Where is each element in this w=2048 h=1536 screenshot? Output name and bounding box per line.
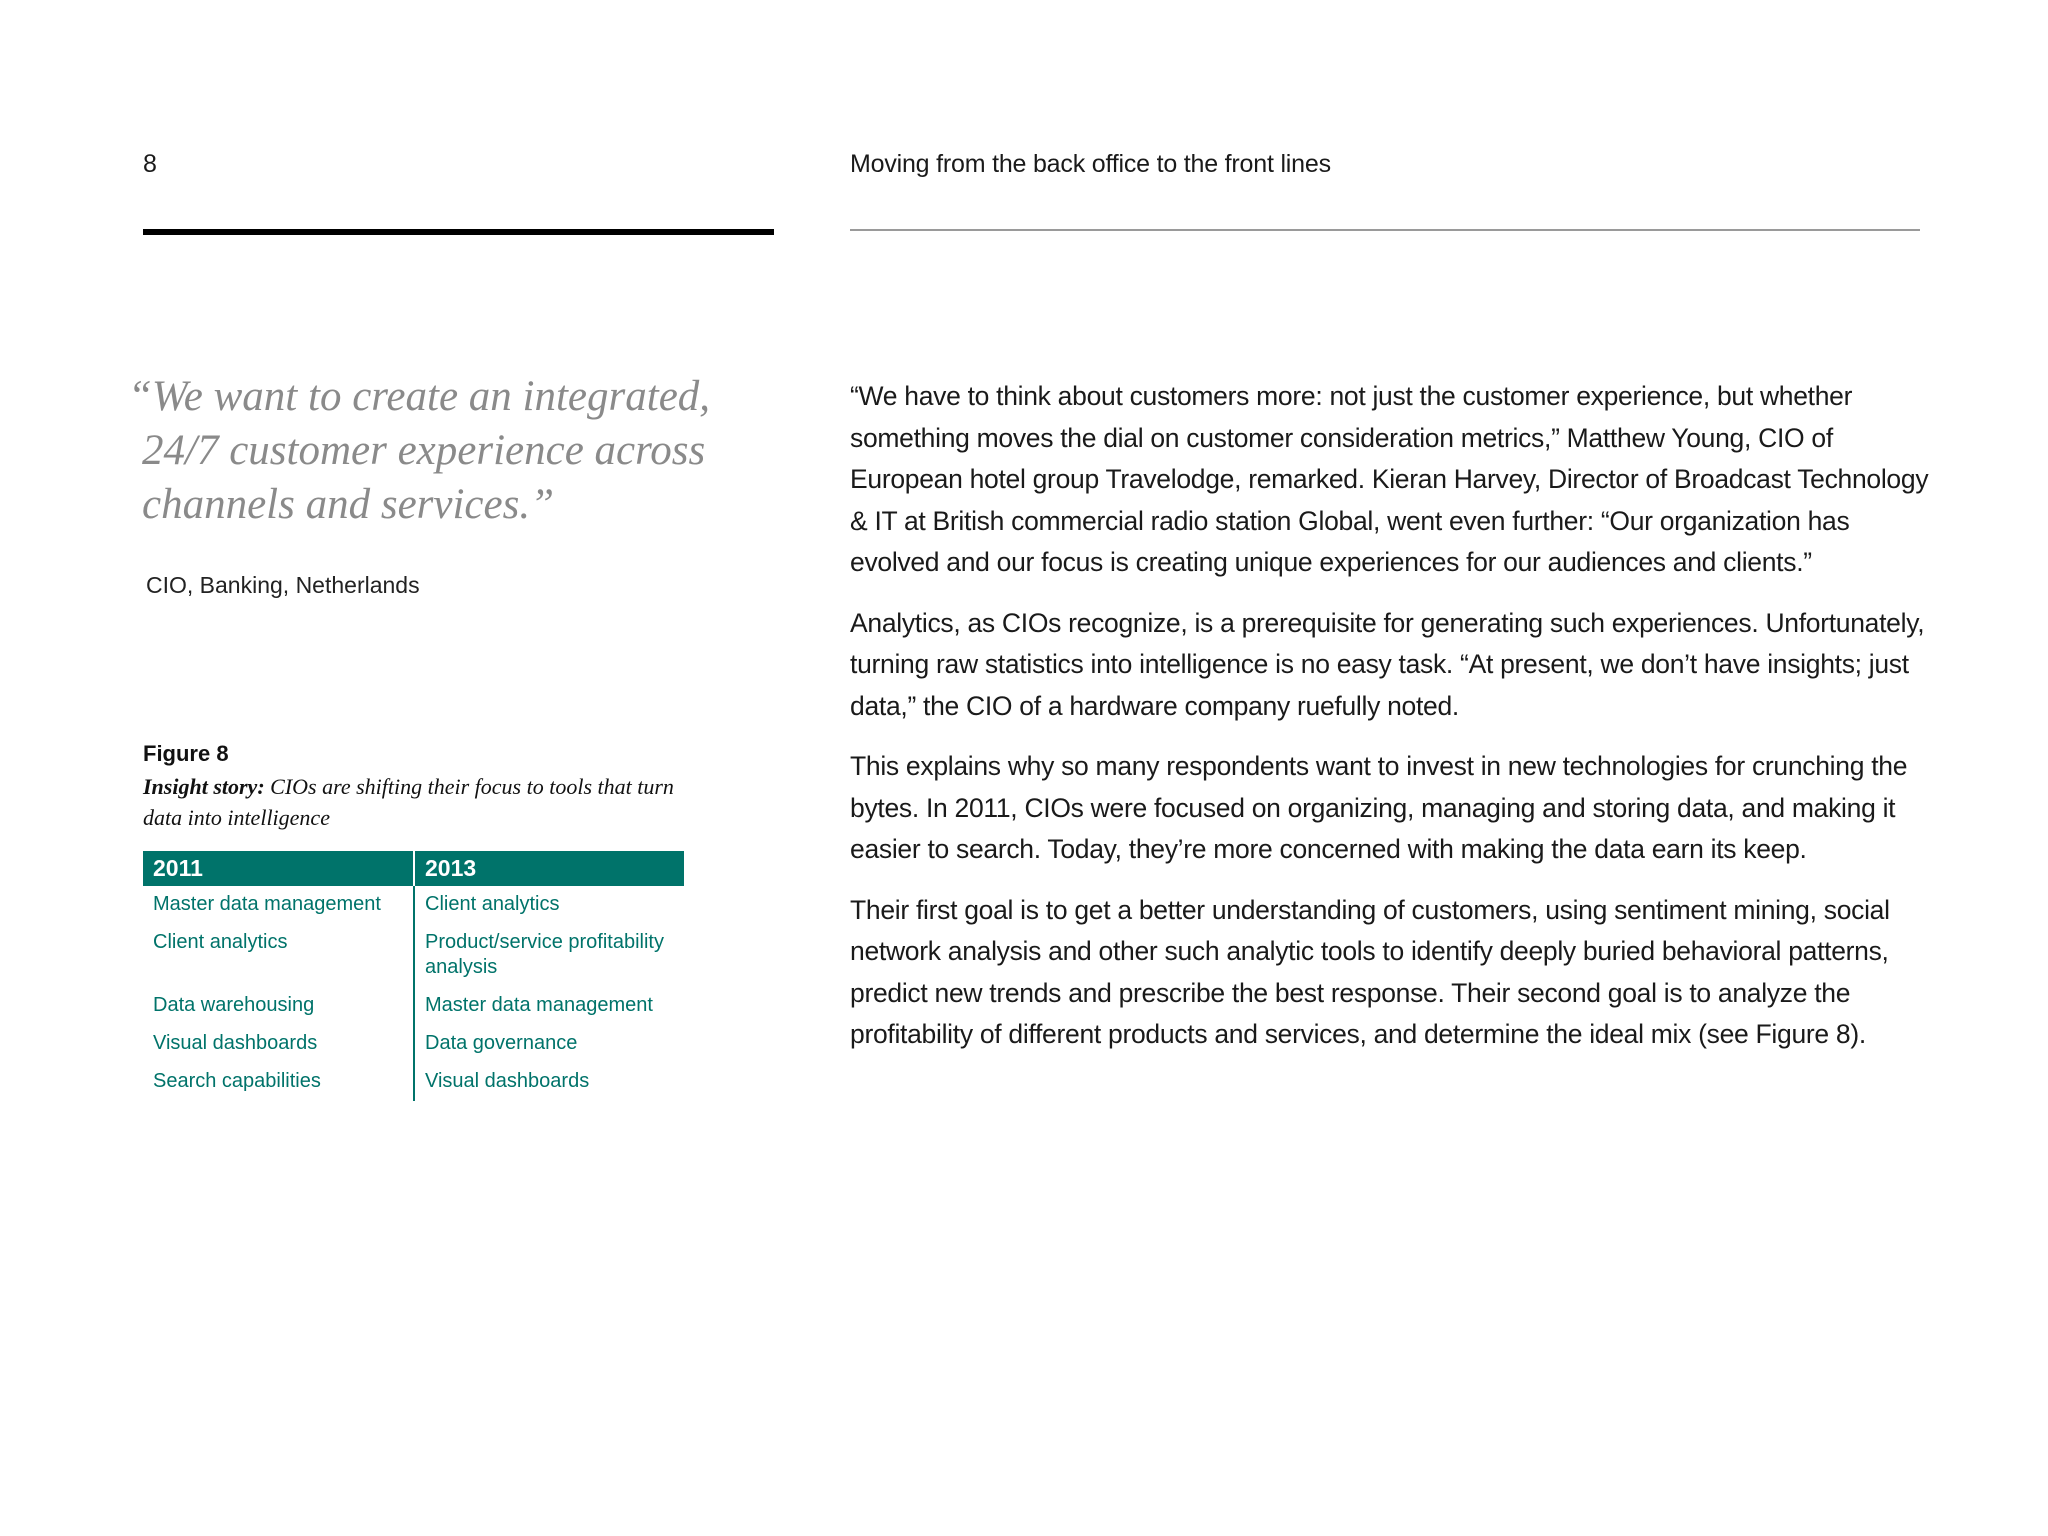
table-cell: Data governance <box>425 1032 578 1054</box>
running-head: Moving from the back office to the front lines <box>850 150 1331 178</box>
column-header-2013: 2013 <box>414 851 684 886</box>
figure-table <box>143 851 684 1101</box>
table-header-row <box>143 851 684 886</box>
figure-label: Figure 8 <box>143 741 229 766</box>
body-paragraph: Analytics, as CIOs recognize, is a prerequisite for generating such experiences. Unfortunately, turning raw statistics into intelligence is no easy task. “At present, we don’t have insights; just data,” the CIO of a hardware company ruefully noted. <box>850 607 1925 721</box>
pull-quote: “We want to create an integrated, 24/7 customer experience across channels and services.” <box>128 373 711 528</box>
page-number: 8 <box>143 150 157 178</box>
table-cell: Client analytics <box>425 893 560 915</box>
table-row <box>143 1025 684 1063</box>
table-cell: Client analytics <box>143 924 414 987</box>
figure-caption-lead: Insight story: <box>143 774 265 799</box>
figure-caption-text: CIOs are shifting their focus to tools that turn data into intelligence <box>143 774 674 830</box>
header-rule-left <box>143 229 774 235</box>
table-cell: Visual dashboards <box>425 1070 590 1092</box>
pull-quote-attribution: CIO, Banking, Netherlands <box>146 572 420 598</box>
table-cell: Search capabilities <box>143 1063 414 1101</box>
table-cell: Master data management <box>425 994 653 1016</box>
body-paragraph: This explains why so many respondents want to invest in new technologies for crunching the bytes. In 2011, CIOs were focused on organizing, managing and storing data, and making it easier to search. Today, they’re more concerned with making the data earn its keep. <box>850 751 1908 864</box>
header-rule-right <box>850 229 1920 231</box>
figure-caption <box>143 771 703 833</box>
table-row <box>143 1063 684 1101</box>
body-paragraph: “We have to think about customers more: not just the customer experience, but whether something moves the dial on customer consideration metrics,” Matthew Young, CIO of European hotel group Travelodge, remarked. Kieran Harvey, Director of Broadcast Technology & IT at British commercial radio station Global, went even further: “Our organization has evolved and our focus is creating unique experiences for our audiences and clients.” <box>850 381 1929 577</box>
body-text <box>850 376 1930 1075</box>
table-row <box>143 987 684 1025</box>
table-cell: Visual dashboards <box>143 1025 414 1063</box>
table-row <box>143 924 684 987</box>
table-row <box>143 886 684 924</box>
column-header-2011: 2011 <box>143 851 414 886</box>
table-cell: Master data management <box>143 886 414 924</box>
table-cell: Product/service profitability analysis <box>425 931 664 978</box>
body-paragraph: Their first goal is to get a better understanding of customers, using sentiment mining, social network analysis and other such analytic tools to identify deeply buried behavioral patterns, predict new trends and prescribe the best response. Their second goal is to analyze the profitability of different products and services, and determine the ideal mix (see Figure 8). <box>850 894 1890 1049</box>
table-cell: Data warehousing <box>143 987 414 1025</box>
